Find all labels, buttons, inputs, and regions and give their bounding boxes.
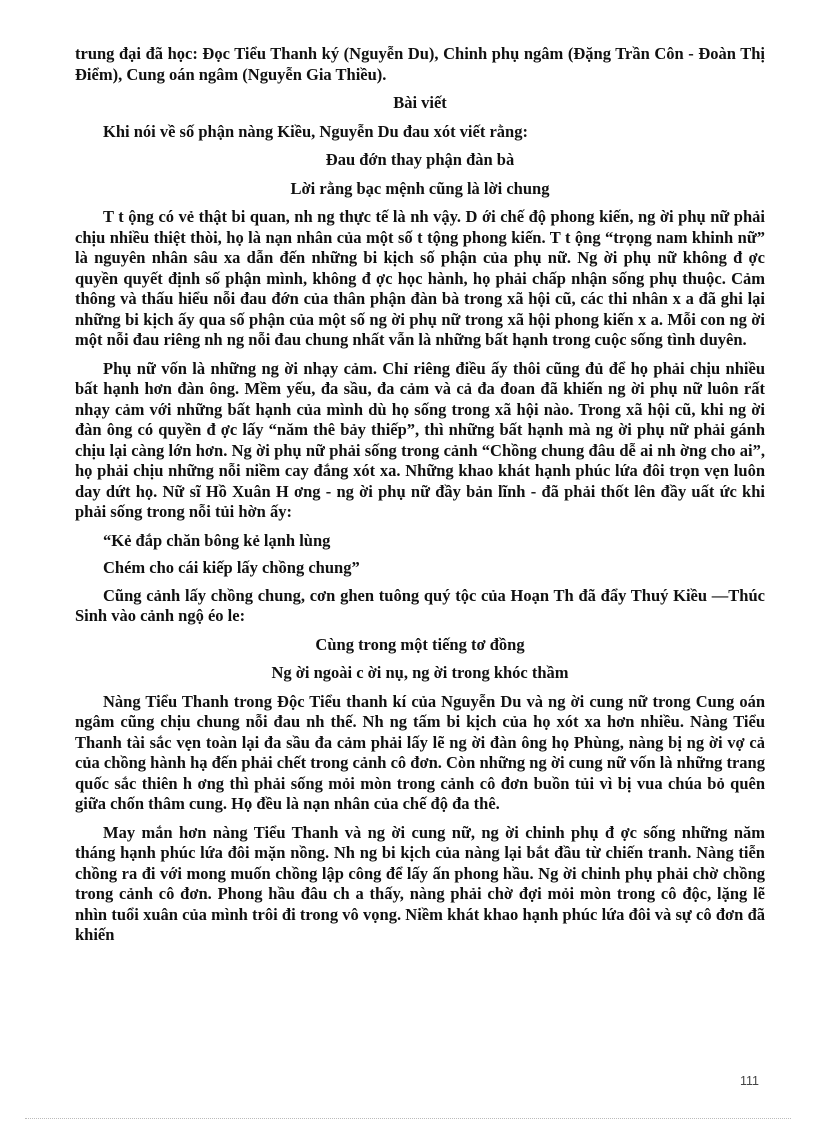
- body-paragraph-1: T t ộng có vẻ thật bi quan, nh ng thực tế là nh vậy. D ới chế độ phong kiến, ng ời phụ nữ phải chịu nhiều thiệt thòi, họ là nạn nhân của một số t tộng phong kiến. T t ộng “trọng nam khinh nữ” là nguyên nhân sâu xa dẫn đến những bi kịch số phận của phụ nữ. Ng ời phụ nữ không đ ợc quyền quyết định số phận mình, không đ ợc học hành, họ phải chấp nhận sống phụ thuộc. Cảm thông và thấu hiểu nỗi đau đớn của thân phận đàn bà trong xã hội cũ, các thi nhân x a đã ghi lại những bi kịch ấy qua số phận của một số ng ời phụ nữ trong xã hội phong kiến x a. Mỗi con ng ời một nỗi đau riêng nh ng nỗi đau chung nhất vẫn là những bất hạnh trong cuộc sống tình duyên.: [75, 207, 765, 349]
- verse-line: Đau đớn thay phận đàn bà: [325, 150, 515, 169]
- opening-line: Khi nói về số phận nàng Kiều, Nguyễn Du đau xót viết rằng:: [103, 121, 528, 141]
- body-paragraph-2: Phụ nữ vốn là những ng ời nhạy cảm. Chỉ riêng điều ấy thôi cũng đủ để họ phải chịu nhiều bất hạnh hơn đàn ông. Mềm yếu, đa sầu, đa cảm và cả đa đoan đã khiến ng ời phụ nữ luôn rất nhạy cảm với những bất hạnh của mình dù họ sống trong xã hội nào. Trong xã hội cũ, khi ng ời đàn ông có quyền đ ợc lấy “năm thê bảy thiếp”, thì những bất hạnh mà ng ời phụ nữ phải gánh chịu lại càng lớn hơn. Ng ời phụ nữ phải sống trong cảnh “Chồng chung đâu dễ ai nh ờng cho ai”, họ phải chịu những nỗi niềm cay đắng xót xa. Những khao khát hạnh phúc lứa đôi trọn vẹn luôn day dứt họ. Nữ sĩ Hồ Xuân H ơng - ng ời phụ nữ đầy bản lĩnh - đã phải thốt lên đầy uất ức khi phải sống trong nỗi tủi hờn ấy:: [75, 358, 765, 521]
- body-paragraph-4: Nàng Tiểu Thanh trong Độc Tiểu thanh kí của Nguyễn Du và ng ời cung nữ trong Cung oán ngâm cũng chịu chung nỗi đau nh thế. Nh ng tấm bi kịch của họ xót xa hơn nhiều. Nàng Tiểu Thanh tài sắc vẹn toàn lại đa sầu đa cảm phải lấy lẽ ng ời đàn ông họ Phùng, nàng bị ng ời vợ cả của chồng hành hạ đến phải chết trong cảnh cô đơn. Còn những ng ời cung nữ vốn là những trang quốc sắc thiên h ơng thì phải sống mỏi mòn trong cảnh cô đơn buồn tủi vì bị vua chúa bỏ quên giữa chốn thâm cung. Họ đều là nạn nhân của chế độ đa thê.: [75, 691, 765, 813]
- quote-line: Chém cho cái kiếp lấy chồng chung”: [103, 558, 360, 577]
- document-page: [75, 44, 765, 954]
- quote-line: “Kẻ đắp chăn bông kẻ lạnh lùng: [103, 530, 331, 550]
- page-number: 111: [740, 1074, 760, 1088]
- verse-line: Lời rằng bạc mệnh cũng là lời chung: [290, 178, 550, 198]
- footer-divider: [25, 1118, 791, 1119]
- verse-line: Cùng trong một tiếng tơ đồng: [315, 634, 525, 654]
- body-paragraph-3: Cũng cảnh lấy chồng chung, cơn ghen tuông quý tộc của Hoạn Th đã đẩy Thuý Kiều —Thúc Sinh vào cảnh ngộ éo le:: [75, 585, 765, 625]
- verse-line: Ng ời ngoài c ời nụ, ng ời trong khóc thầm: [271, 663, 569, 682]
- body-paragraph-5: May mắn hơn nàng Tiểu Thanh và ng ời cung nữ, ng ời chinh phụ đ ợc sống những năm tháng hạnh phúc lứa đôi mặn nồng. Nh ng bi kịch của nàng lại bắt đầu từ chiến tranh. Nàng tiễn chồng ra đi với mong muốn chồng lập công để lấy ấn phong hầu. Ng ời chinh phụ phải chờ chồng trong cảnh cô đơn. Phong hầu đâu ch a thấy, nàng phải chờ đợi mỏi mòn trong cô độc, lặng lẽ nhìn tuổi xuân của mình trôi đi trong vô vọng. Niềm khát khao hạnh phúc lứa đôi và sự cô đơn đã khiến: [75, 822, 765, 944]
- section-heading: Bài viết: [393, 93, 447, 112]
- intro-continuation: trung đại đã học: Đọc Tiểu Thanh ký (Nguyễn Du), Chinh phụ ngâm (Đặng Trần Côn - Đoàn Thị Điểm), Cung oán ngâm (Nguyễn Gia Thiều).: [75, 44, 765, 84]
